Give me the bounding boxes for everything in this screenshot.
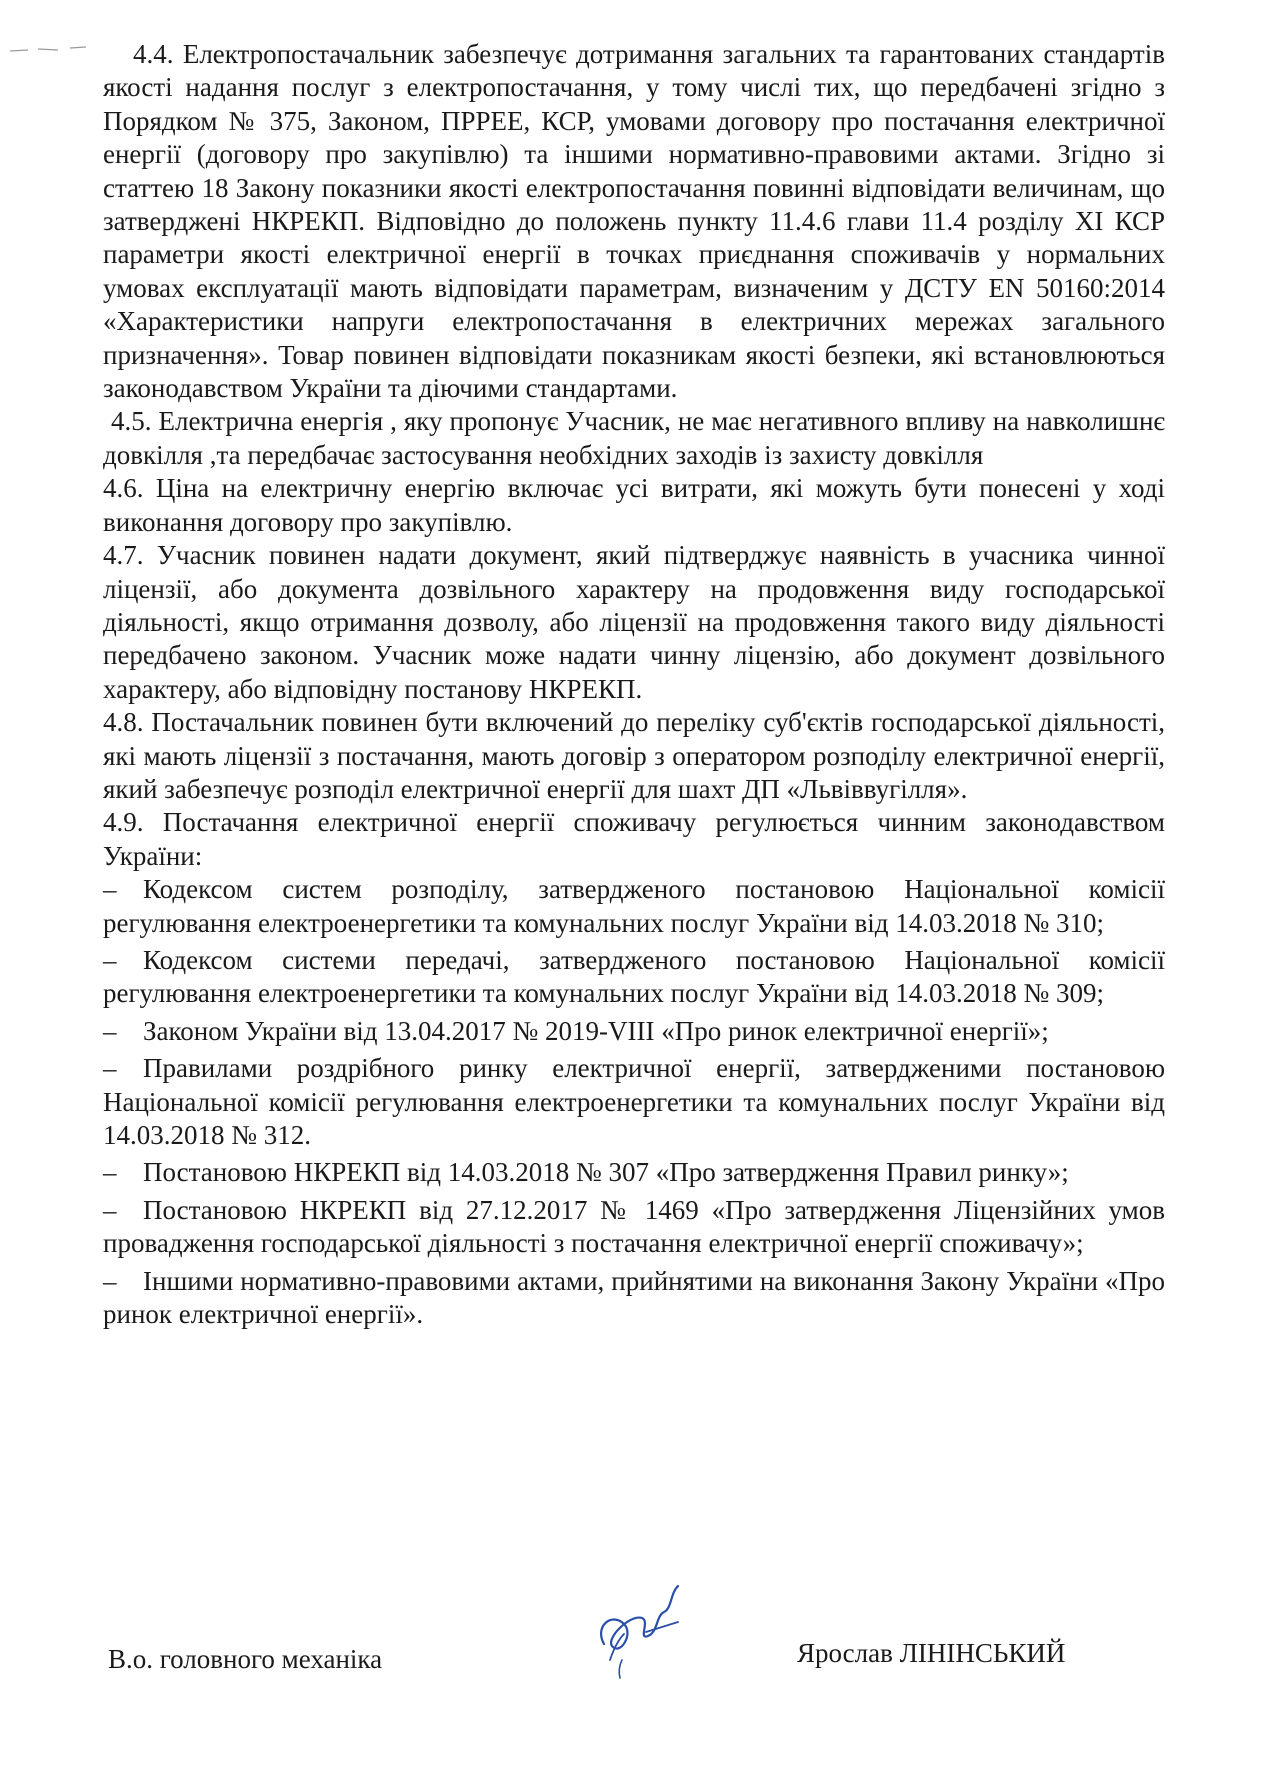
paragraph-4-7: 4.7. Учасник повинен надати документ, який підтверджує наявність в учасника чинної ліцензії, або документа дозвільного характеру на продовження виду господарської діяльності, якщо отримання дозволу, або ліцензії на продовження такого виду діяльності передбачено законом. Учасник може надати чинну ліцензію, або документ дозвільного характеру, або відповідну постанову НКРЕКП. [103, 540, 1165, 704]
handwritten-signature-icon [590, 1574, 700, 1684]
paragraph-4-4: 4.4. Електропостачальник забезпечує дотримання загальних та гарантованих стандартів якості надання послуг з електропостачання, у тому числі тих, що передбачені згідно з Порядком № 375, Законом, ПРРЕЕ, КСР, умовами договору про постачання електричної енергії (договору про закупівлю) та іншими нормативно-правовими актами. Згідно зі статтею 18 Закону показники якості електропостачання повинні відповідати величинам, що затверджені НКРЕКП. Відповідно до положень пункту 11.4.6 глави 11.4 розділу XI КСР параметри якості електричної енергії в точках приєднання споживачів у нормальних умовах експлуатації мають відповідати параметрам, визначеним у ДСТУ EN 50160:2014 «Характеристики напруги електропостачання в електричних мережах загального призначення». Товар повинен відповідати показникам якості безпеки, які встановлюються законодавством України та діючими стандартами. [103, 39, 1165, 404]
list-item [103, 1052, 1165, 1152]
paragraph-4-8: 4.8. Постачальник повинен бути включений до переліку суб'єктів господарської діяльності, які мають ліцензії з постачання, мають договір з оператором розподілу електричної енергії, який забезпечує розподіл електричної енергії для шахт ДП «Львіввугілля». [103, 707, 1165, 804]
signatory-position: В.о. головного механіка [108, 1644, 383, 1674]
list-item-text: Законом України від 13.04.2017 № 2019-VIII «Про ринок електричної енергії»; [143, 1015, 1049, 1046]
list-dash: – [103, 1157, 117, 1188]
list-item-text: Постановою НКРЕКП від 27.12.2017 № 1469 «Про затвердження Ліцензійних умов провадження господарської діяльності з постачання електричної енергії споживачу»; [103, 1194, 1165, 1259]
list-item [103, 1194, 1165, 1261]
list-item [103, 1265, 1165, 1332]
list-dash: – [103, 944, 117, 975]
list-item-text: Кодексом системи передачі, затвердженого постановою Національної комісії регулювання електроенергетики та комунальних послуг України від 14.03.2018 № 309; [103, 944, 1165, 1009]
signature-block [0, 1634, 1276, 1694]
list-dash: – [103, 1015, 117, 1046]
list-item-text: Правилами роздрібного ринку електричної енергії, затвердженими постановою Національної комісії регулювання електроенергетики та комунальних послуг України від 14.03.2018 № 312. [103, 1053, 1165, 1150]
document-body [103, 38, 1165, 1331]
list-item-text: Постановою НКРЕКП від 14.03.2018 № 307 «Про затвердження Правил ринку»; [143, 1157, 1069, 1188]
list-dash: – [103, 874, 117, 905]
signatory-name: Ярослав ЛІНІНСЬКИЙ [797, 1638, 1066, 1668]
list-dash: – [103, 1265, 117, 1296]
list-item [103, 1015, 1165, 1048]
paragraph-4-9: 4.9. Постачання електричної енергії споживачу регулюється чинним законодавством України: [103, 807, 1165, 871]
list-item [103, 1156, 1165, 1189]
paragraph-4-6: 4.6. Ціна на електричну енергію включає усі витрати, які можуть бути понесені у ході виконання договору про закупівлю. [103, 473, 1165, 537]
list-dash: – [103, 1194, 117, 1225]
list-dash: – [103, 1053, 117, 1084]
list-item-text: Іншими нормативно-правовими актами, прийнятими на виконання Закону України «Про ринок електричної енергії». [103, 1265, 1165, 1330]
list-item [103, 944, 1165, 1011]
paragraph-4-5: 4.5. Електрична енергія , яку пропонує Учасник, не має негативного впливу на навколишнє довкілля ,та передбачає застосування необхідних заходів із захисту довкілля [103, 406, 1165, 470]
list-item-text: Кодексом систем розподілу, затвердженого постановою Національної комісії регулювання електроенергетики та комунальних послуг України від 14.03.2018 № 310; [103, 874, 1165, 938]
list-item [103, 873, 1165, 940]
scan-artifact-mark [8, 44, 98, 56]
